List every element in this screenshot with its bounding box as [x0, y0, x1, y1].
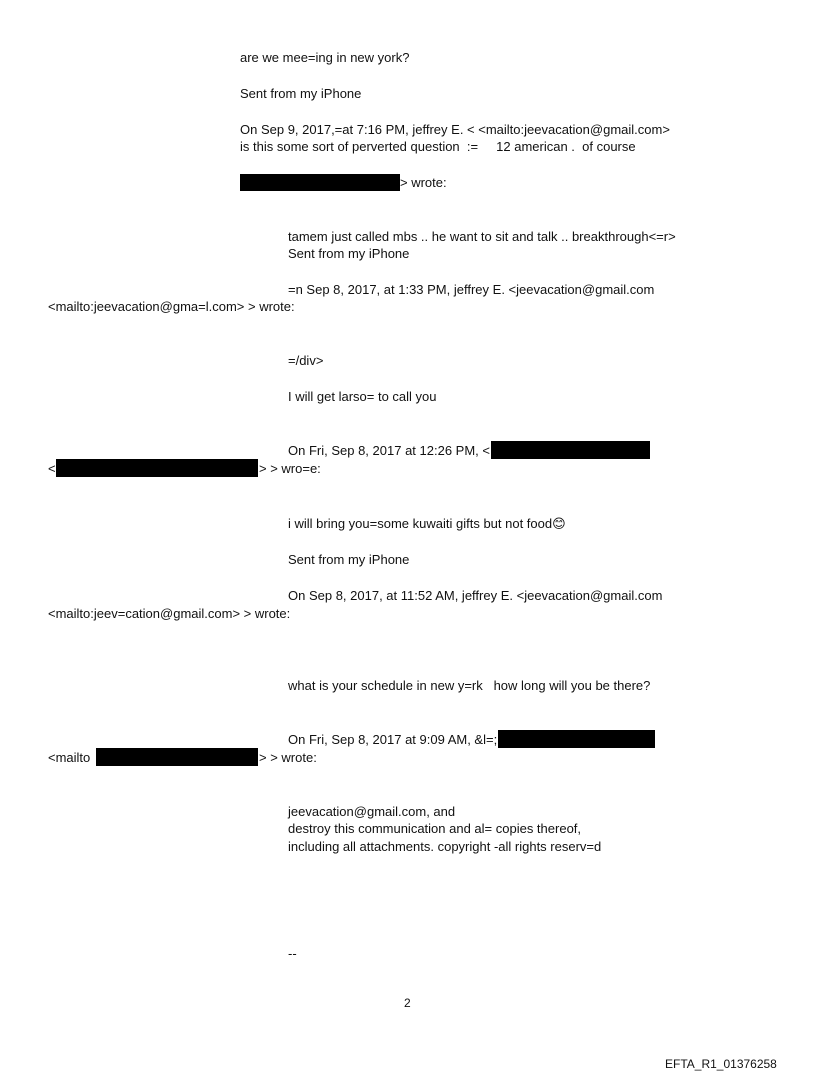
email-line: <mailto:jeevacation@gma=l.com> > wrote: — [48, 299, 295, 314]
email-line: Sent from my iPhone — [288, 552, 410, 567]
email-line: <mailto:jeev=cation@gmail.com> > wrote: — [48, 606, 291, 621]
email-line: On Fri, Sep 8, 2017 at 9:09 AM, &l=; — [288, 732, 498, 747]
email-line: =n Sep 8, 2017, at 1:33 PM, jeffrey E. <jeevacation@gmail.com — [288, 282, 655, 297]
redaction-block — [240, 174, 400, 191]
email-line: destroy this communication and al= copies thereof, — [288, 821, 582, 836]
email-line: what is your schedule in new y=rk how long will you be there? — [288, 678, 651, 693]
redaction-block — [96, 748, 258, 766]
email-line: On Fri, Sep 8, 2017 at 12:26 PM, < — [288, 443, 490, 458]
email-line: I will get larso= to call you — [288, 389, 437, 404]
email-line: < — [48, 461, 56, 476]
email-line: i will bring you=some kuwaiti gifts but not food😊 — [288, 516, 566, 531]
email-line: =/div> — [288, 353, 324, 368]
email-line: tamem just called mbs .. he want to sit and talk .. breakthrough<=r> — [288, 229, 676, 244]
email-line: is this some sort of perverted question := 12 american . of course — [240, 139, 636, 154]
email-line: On Sep 9, 2017,=at 7:16 PM, jeffrey E. < <mailto:jeevacation@gmail.com> — [240, 122, 670, 137]
email-line: Sent from my iPhone — [288, 246, 410, 261]
email-line: are we mee=ing in new york? — [240, 50, 410, 65]
email-line: > > wro=e: — [259, 461, 321, 476]
email-line: > > wrote: — [259, 750, 317, 765]
email-line: <mailto — [48, 750, 91, 765]
email-line: On Sep 8, 2017, at 11:52 AM, jeffrey E. <jeevacation@gmail.com — [288, 588, 663, 603]
redaction-block — [498, 730, 655, 748]
email-line: jeevacation@gmail.com, and — [288, 804, 456, 819]
redaction-block — [491, 441, 650, 459]
email-line: -- — [288, 946, 297, 961]
page-number: 2 — [404, 996, 411, 1010]
redaction-block — [56, 459, 258, 477]
email-line: Sent from my iPhone — [240, 86, 362, 101]
document-id-footer: EFTA_R1_01376258 — [665, 1057, 777, 1071]
email-line: including all attachments. copyright -all rights reserv=d — [288, 839, 602, 854]
email-line: > wrote: — [400, 175, 447, 190]
